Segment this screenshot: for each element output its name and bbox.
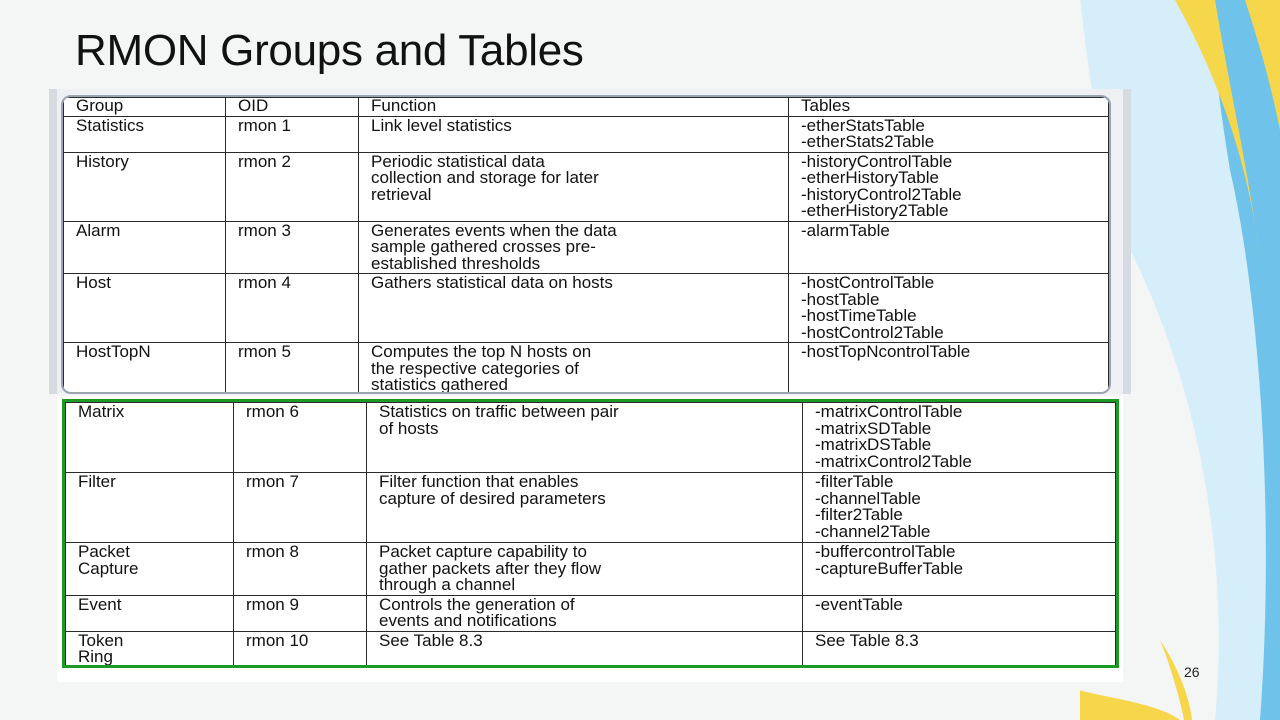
scan-edge-right [1123,89,1131,394]
cell-tables-line: -filter2Table [815,505,903,524]
cell-tables-line: -hostTimeTable [801,306,917,325]
cell-tables-line: -alarmTable [801,221,890,240]
table-row [64,274,1109,343]
cell-group [64,221,226,274]
cell-group [66,473,234,543]
cell-oid [226,343,359,395]
table-row [66,403,1116,473]
table-frame-top [61,95,1111,394]
cell-group-line: Filter [78,472,116,491]
cell-oid-line: rmon 2 [238,152,291,171]
cell-tables [803,631,1116,667]
cell-group-line: Event [78,595,122,614]
cell-tables-line: -hostControlTable [801,273,935,292]
cell-group-line: History [76,152,129,171]
cell-tables-line: -matrixControl2Table [815,451,972,471]
cell-function-line: See Table 8.3 [379,631,483,650]
cell-oid-line: rmon 1 [238,116,291,135]
rmon-table-bottom [65,402,1116,668]
cell-oid [226,221,359,274]
cell-function-line: events and notifications [379,611,557,630]
cell-tables-line: -filterTable [815,472,894,491]
column-header-function: Function [359,98,789,117]
cell-function-line: the respective categories of [371,358,579,378]
cell-function-line: Packet capture capability to [379,542,587,561]
cell-oid-line: rmon 6 [246,402,299,421]
cell-tables [789,116,1109,152]
cell-oid [234,543,367,596]
cell-tables-line: -etherHistory2Table [801,201,949,220]
cell-function [367,543,803,596]
cell-group [66,403,234,473]
cell-function [359,221,789,274]
cell-tables-line: -captureBufferTable [815,558,964,578]
cell-function-line: statistics gathered [371,375,509,394]
cell-group [66,595,234,631]
cell-function [367,403,803,473]
table-row [64,221,1109,274]
cell-function [359,343,789,395]
column-header-group: Group [64,98,226,117]
cell-tables-line: -eventTable [815,595,903,614]
cell-tables-line: See Table 8.3 [815,631,919,650]
table-header-row [64,98,1109,117]
cell-oid [234,595,367,631]
cell-group-line: Capture [78,558,139,578]
cell-group [64,343,226,395]
cell-function-line: gather packets after they flow [379,558,602,578]
table-row [64,152,1109,221]
cell-tables-line: -buffercontrolTable [815,542,956,561]
cell-function-line: of hosts [379,418,439,438]
cell-tables-line: -historyControlTable [801,152,953,171]
cell-tables [803,543,1116,596]
cell-tables [803,595,1116,631]
cell-tables-line: -channelTable [815,488,921,508]
cell-function [367,595,803,631]
cell-oid [226,152,359,221]
cell-group [64,152,226,221]
cell-tables [803,403,1116,473]
cell-oid-line: rmon 4 [238,273,291,292]
cell-oid-line: rmon 9 [246,595,299,614]
cell-group [64,274,226,343]
cell-oid-line: rmon 5 [238,342,291,361]
cell-tables-line: -hostTable [801,289,880,309]
cell-function-line: collection and storage for later [371,168,599,187]
cell-group-line: Packet [78,542,130,561]
rmon-table-top [63,97,1109,394]
cell-oid [226,274,359,343]
table-row [66,595,1116,631]
cell-oid-line: rmon 8 [246,542,299,561]
cell-oid-line: rmon 7 [246,472,299,491]
cell-function-line: retrieval [371,184,432,204]
column-header-tables: Tables [789,98,1109,117]
cell-function-line: through a channel [379,575,516,594]
cell-function [359,116,789,152]
cell-group-line: Token [78,631,124,650]
cell-function-line: Controls the generation of [379,595,575,614]
slide-title: RMON Groups and Tables [75,26,584,75]
cell-function-line: Filter function that enables [379,472,579,491]
cell-function [367,631,803,667]
cell-oid [234,403,367,473]
cell-tables-line: -matrixControlTable [815,402,963,421]
cell-tables-line: -etherHistoryTable [801,168,939,187]
cell-group-line: Ring [78,647,113,666]
column-header-oid: OID [226,98,359,117]
table-image-top [49,89,1131,394]
scan-edge-left [49,89,57,394]
cell-function-line: sample gathered crosses pre- [371,237,596,256]
cell-tables-line: -hostTopNcontrolTable [801,342,971,361]
table-row [64,116,1109,152]
cell-oid [234,473,367,543]
cell-group-line: HostTopN [76,342,151,361]
cell-tables-line: -historyControl2Table [801,184,962,204]
cell-oid [226,116,359,152]
table-row [64,343,1109,395]
cell-oid-line: rmon 10 [246,631,309,650]
cell-tables-line: -hostControl2Table [801,322,944,342]
cell-tables-line: -etherStatsTable [801,116,925,135]
cell-function-line: Generates events when the data [371,221,617,240]
cell-tables-line: -matrixDSTable [815,435,932,454]
cell-tables-line: -channel2Table [815,521,931,541]
cell-function-line: established thresholds [371,253,541,273]
cell-group-line: Host [76,273,111,292]
cell-group [66,631,234,667]
cell-tables [789,274,1109,343]
cell-tables [789,343,1109,395]
cell-group-line: Alarm [76,221,121,240]
table-row [66,473,1116,543]
cell-group [64,116,226,152]
cell-group [66,543,234,596]
table-row [66,543,1116,596]
cell-tables-line: -matrixSDTable [815,418,932,438]
table-image-bottom [57,396,1123,682]
page-number: 26 [1184,664,1200,680]
cell-tables-line: -etherStats2Table [801,132,935,151]
cell-tables [803,473,1116,543]
cell-function [359,274,789,343]
cell-function-line: Computes the top N hosts on [371,342,592,361]
cell-function-line: Gathers statistical data on hosts [371,273,613,292]
cell-function-line: Statistics on traffic between pair [379,402,619,421]
cell-group-line: Matrix [78,402,125,421]
cell-function-line: Link level statistics [371,116,512,135]
cell-function-line: capture of desired parameters [379,488,606,508]
table-frame-bottom [62,399,1119,668]
cell-tables [789,221,1109,274]
cell-group-line: Statistics [76,116,145,135]
table-row [66,631,1116,667]
cell-oid [234,631,367,667]
cell-function [367,473,803,543]
cell-function-line: Periodic statistical data [371,152,545,171]
cell-function [359,152,789,221]
cell-tables [789,152,1109,221]
cell-oid-line: rmon 3 [238,221,291,240]
